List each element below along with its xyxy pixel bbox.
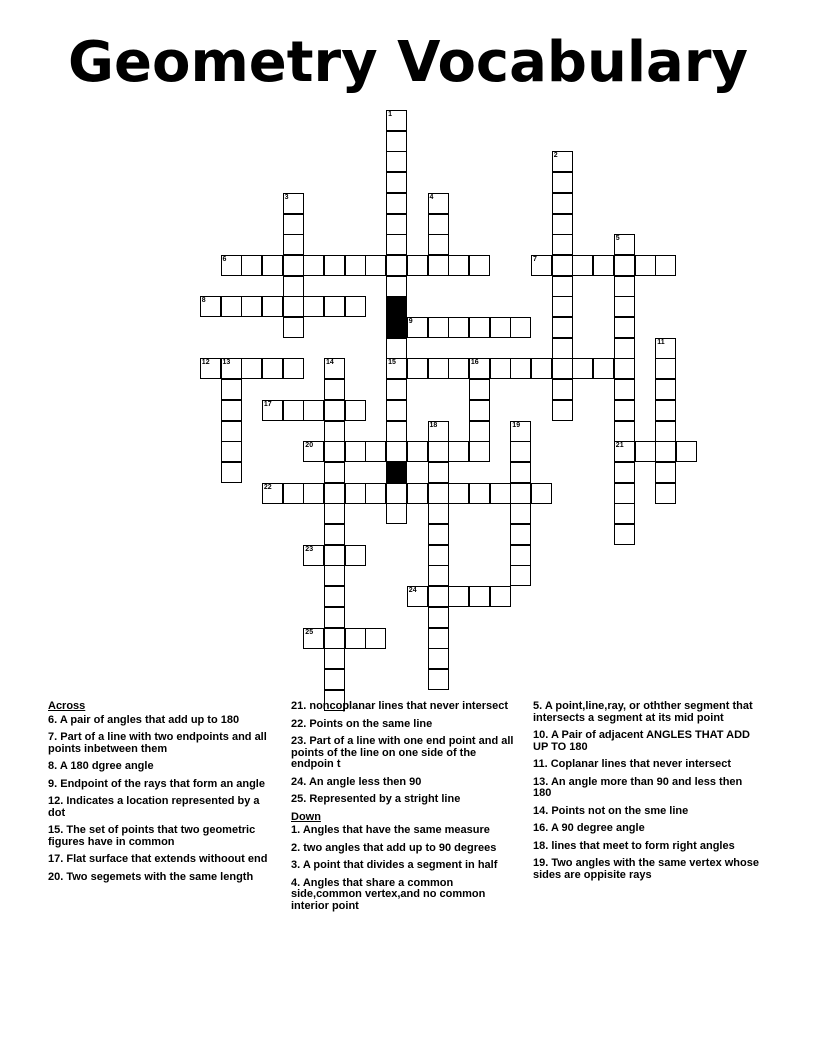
across-clue: 22. Points on the same line xyxy=(291,717,433,730)
grid-cell[interactable] xyxy=(303,545,324,566)
grid-cell[interactable] xyxy=(655,483,676,504)
grid-cell[interactable] xyxy=(552,276,573,297)
grid-cell[interactable] xyxy=(428,193,449,214)
grid-cell[interactable] xyxy=(510,358,531,379)
black-square xyxy=(386,462,407,483)
grid-cell[interactable] xyxy=(572,358,593,379)
grid-cell[interactable] xyxy=(324,586,345,607)
across-clue-list xyxy=(48,715,276,884)
grid-cell[interactable] xyxy=(614,483,635,504)
grid-cell[interactable] xyxy=(262,400,283,421)
grid-cell[interactable] xyxy=(324,400,345,421)
grid-cell[interactable] xyxy=(428,462,449,483)
grid-cell[interactable] xyxy=(655,358,676,379)
grid-cell[interactable] xyxy=(386,131,407,152)
grid-cell[interactable] xyxy=(614,338,635,359)
grid-cell[interactable] xyxy=(428,669,449,690)
grid-cell[interactable] xyxy=(428,441,449,462)
grid-cell[interactable] xyxy=(428,234,449,255)
clue-number: 8 xyxy=(201,297,206,305)
grid-cell[interactable] xyxy=(469,483,490,504)
grid-cell[interactable] xyxy=(407,441,428,462)
grid-cell[interactable] xyxy=(262,483,283,504)
across-clue: 7. Part of a line with two endpoints and all points inbetween them xyxy=(48,731,267,755)
grid-cell[interactable] xyxy=(428,648,449,669)
grid-cell[interactable] xyxy=(552,400,573,421)
grid-cell[interactable] xyxy=(324,441,345,462)
grid-cell[interactable] xyxy=(283,255,304,276)
down-clue: 13. An angle more than 90 and less then 180 xyxy=(533,775,743,799)
grid-cell[interactable] xyxy=(221,441,242,462)
grid-cell[interactable] xyxy=(386,503,407,524)
grid-cell[interactable] xyxy=(635,255,656,276)
grid-cell[interactable] xyxy=(635,441,656,462)
grid-cell[interactable] xyxy=(428,565,449,586)
grid-cell[interactable] xyxy=(655,379,676,400)
grid-cell[interactable] xyxy=(531,255,552,276)
grid-cell[interactable] xyxy=(386,234,407,255)
grid-cell[interactable] xyxy=(655,441,676,462)
down-clue: 11. Coplanar lines that never intersect xyxy=(533,758,732,770)
clue-number: 15 xyxy=(388,359,396,367)
grid-cell[interactable] xyxy=(221,379,242,400)
down-clue: 4. Angles that share a common side,common vertex,and no common interior point xyxy=(291,876,486,912)
grid-cell[interactable] xyxy=(303,441,324,462)
grid-cell[interactable] xyxy=(283,296,304,317)
grid-cell[interactable] xyxy=(614,317,635,338)
clue-number: 14 xyxy=(326,359,334,367)
grid-cell[interactable] xyxy=(614,524,635,545)
grid-cell[interactable] xyxy=(428,524,449,545)
across-clue: 20. Two segemets with the same length xyxy=(48,870,254,883)
clue-number: 11 xyxy=(657,338,665,346)
grid-cell[interactable] xyxy=(510,503,531,524)
grid-cell[interactable] xyxy=(552,151,573,172)
grid-cell[interactable] xyxy=(386,276,407,297)
down-heading: Down xyxy=(291,810,321,823)
grid-cell[interactable] xyxy=(386,151,407,172)
grid-cell[interactable] xyxy=(428,545,449,566)
grid-cell[interactable] xyxy=(324,628,345,649)
grid-cell[interactable] xyxy=(469,317,490,338)
grid-cell[interactable] xyxy=(448,483,469,504)
grid-cell[interactable] xyxy=(407,317,428,338)
grid-cell[interactable] xyxy=(241,255,262,276)
grid-cell[interactable] xyxy=(614,379,635,400)
grid-cell[interactable] xyxy=(655,462,676,483)
grid-cell[interactable] xyxy=(283,214,304,235)
down-clue-list-continued xyxy=(533,701,761,881)
grid-cell[interactable] xyxy=(324,255,345,276)
down-clue: 5. A point,line,ray, or othther segment that intersects a segment at its mid point xyxy=(533,700,753,724)
down-clue: 18. lines that meet to form right angles xyxy=(533,839,735,852)
clue-number: 4 xyxy=(429,193,434,201)
grid-cell[interactable] xyxy=(345,483,366,504)
clue-number: 9 xyxy=(408,318,413,325)
clue-number: 5 xyxy=(615,235,620,243)
grid-cell[interactable] xyxy=(324,607,345,628)
down-clue: 14. Points not on the sme line xyxy=(533,804,689,817)
grid-cell[interactable] xyxy=(324,503,345,524)
grid-cell[interactable] xyxy=(262,358,283,379)
grid-cell[interactable] xyxy=(676,441,697,462)
grid-cell[interactable] xyxy=(428,483,449,504)
grid-cell[interactable] xyxy=(221,462,242,483)
clue-number: 17 xyxy=(263,400,272,408)
grid-cell[interactable] xyxy=(345,296,366,317)
grid-cell[interactable] xyxy=(531,358,552,379)
grid-cell[interactable] xyxy=(324,669,345,690)
grid-cell[interactable] xyxy=(552,172,573,193)
clue-number: 16 xyxy=(470,359,479,367)
grid-cell[interactable] xyxy=(614,441,635,462)
across-clue: 9. Endpoint of the rays that form an angle xyxy=(48,777,265,790)
grid-cell[interactable] xyxy=(614,234,635,255)
grid-cell[interactable] xyxy=(614,276,635,297)
across-clue: 17. Flat surface that extends withoout end xyxy=(48,853,268,865)
grid-cell[interactable] xyxy=(324,524,345,545)
grid-cell[interactable] xyxy=(655,421,676,442)
grid-cell[interactable] xyxy=(283,193,304,214)
grid-cell[interactable] xyxy=(469,421,490,442)
across-clue-list-continued xyxy=(291,701,519,806)
grid-cell[interactable] xyxy=(510,317,531,338)
grid-cell[interactable] xyxy=(469,586,490,607)
across-clue: 6. A pair of angles that add up to 180 xyxy=(48,713,240,726)
grid-cell[interactable] xyxy=(324,358,345,379)
grid-cell[interactable] xyxy=(572,255,593,276)
grid-cell[interactable] xyxy=(365,483,386,504)
grid-cell[interactable] xyxy=(324,462,345,483)
grid-cell[interactable] xyxy=(262,296,283,317)
grid-cell[interactable] xyxy=(428,358,449,379)
grid-cell[interactable] xyxy=(614,400,635,421)
grid-cell[interactable] xyxy=(324,648,345,669)
grid-cell[interactable] xyxy=(469,358,490,379)
grid-cell[interactable] xyxy=(552,255,573,276)
grid-cell[interactable] xyxy=(324,421,345,442)
grid-cell[interactable] xyxy=(386,214,407,235)
clue-number: 18 xyxy=(429,421,438,429)
grid-cell[interactable] xyxy=(614,503,635,524)
down-clue: 2. two angles that add up to 90 degrees xyxy=(291,841,497,854)
grid-cell[interactable] xyxy=(510,524,531,545)
grid-cell[interactable] xyxy=(490,317,511,338)
clue-number: 2 xyxy=(553,152,558,160)
grid-cell[interactable] xyxy=(324,565,345,586)
grid-cell[interactable] xyxy=(448,317,469,338)
grid-cell[interactable] xyxy=(552,193,573,214)
clue-number: 23 xyxy=(305,545,314,553)
grid-cell[interactable] xyxy=(510,421,531,442)
grid-cell[interactable] xyxy=(283,276,304,297)
across-clue: 21. noncoplanar lines that never intersect xyxy=(291,700,509,712)
grid-cell[interactable] xyxy=(448,586,469,607)
grid-cell[interactable] xyxy=(655,255,676,276)
grid-cell[interactable] xyxy=(241,296,262,317)
clue-number: 21 xyxy=(615,442,624,450)
grid-cell[interactable] xyxy=(303,483,324,504)
clue-column-3 xyxy=(533,701,761,887)
clue-number: 13 xyxy=(222,359,231,367)
grid-cell[interactable] xyxy=(386,441,407,462)
grid-cell[interactable] xyxy=(221,358,242,379)
grid-cell[interactable] xyxy=(531,483,552,504)
grid-cell[interactable] xyxy=(221,400,242,421)
grid-cell[interactable] xyxy=(428,586,449,607)
clue-number: 19 xyxy=(512,421,521,429)
grid-cell[interactable] xyxy=(283,317,304,338)
grid-cell[interactable] xyxy=(221,296,242,317)
grid-cell[interactable] xyxy=(386,110,407,131)
down-clue: 16. A 90 degree angle xyxy=(533,822,645,834)
down-clue: 19. Two angles with the same vertex whose sides are oppisite rays xyxy=(533,857,759,881)
across-clue: 15. The set of points that two geometric figures have in common xyxy=(48,824,256,848)
grid-cell[interactable] xyxy=(428,214,449,235)
grid-cell[interactable] xyxy=(303,400,324,421)
clue-column-2 xyxy=(291,701,519,918)
grid-cell[interactable] xyxy=(614,462,635,483)
grid-cell[interactable] xyxy=(614,421,635,442)
down-clue: 1. Angles that have the same measure xyxy=(291,824,490,836)
grid-cell[interactable] xyxy=(552,296,573,317)
grid-cell[interactable] xyxy=(283,358,304,379)
grid-cell[interactable] xyxy=(407,483,428,504)
grid-cell[interactable] xyxy=(200,358,221,379)
grid-cell[interactable] xyxy=(303,628,324,649)
grid-cell[interactable] xyxy=(552,317,573,338)
grid-cell[interactable] xyxy=(490,483,511,504)
clue-number: 7 xyxy=(533,255,537,263)
grid-cell[interactable] xyxy=(655,338,676,359)
across-clue: 25. Represented by a stright line xyxy=(291,793,461,805)
grid-cell[interactable] xyxy=(324,483,345,504)
grid-cell[interactable] xyxy=(345,628,366,649)
grid-cell[interactable] xyxy=(448,441,469,462)
grid-cell[interactable] xyxy=(345,400,366,421)
grid-cell[interactable] xyxy=(614,255,635,276)
grid-cell[interactable] xyxy=(593,255,614,276)
clue-number: 22 xyxy=(263,483,272,491)
grid-cell[interactable] xyxy=(428,317,449,338)
grid-cell[interactable] xyxy=(510,545,531,566)
grid-cell[interactable] xyxy=(283,400,304,421)
grid-cell[interactable] xyxy=(241,358,262,379)
grid-cell[interactable] xyxy=(345,545,366,566)
black-square xyxy=(386,317,407,338)
grid-cell[interactable] xyxy=(428,421,449,442)
black-square xyxy=(386,296,407,317)
down-clue: 10. A Pair of adjacent ANGLES THAT ADD UP TO 180 xyxy=(533,729,750,753)
across-clue: 23. Part of a line with one end point and all points of the line on one side of the endpoin t xyxy=(291,735,514,770)
grid-cell[interactable] xyxy=(428,255,449,276)
grid-cell[interactable] xyxy=(407,358,428,379)
clue-number: 24 xyxy=(408,587,417,595)
grid-cell[interactable] xyxy=(386,193,407,214)
grid-cell[interactable] xyxy=(469,379,490,400)
grid-cell[interactable] xyxy=(448,255,469,276)
grid-cell[interactable] xyxy=(469,255,490,276)
grid-cell[interactable] xyxy=(469,400,490,421)
grid-cell[interactable] xyxy=(365,441,386,462)
grid-cell[interactable] xyxy=(386,421,407,442)
across-clue: 12. Indicates a location represented by a dot xyxy=(48,795,260,819)
grid-cell[interactable] xyxy=(407,255,428,276)
grid-cell[interactable] xyxy=(490,358,511,379)
clue-number: 6 xyxy=(222,255,227,263)
grid-cell[interactable] xyxy=(262,255,283,276)
grid-cell[interactable] xyxy=(283,483,304,504)
grid-cell[interactable] xyxy=(221,421,242,442)
across-heading: Across xyxy=(48,700,86,712)
grid-cell[interactable] xyxy=(386,379,407,400)
grid-cell[interactable] xyxy=(303,296,324,317)
grid-cell[interactable] xyxy=(386,483,407,504)
grid-cell[interactable] xyxy=(386,338,407,359)
grid-cell[interactable] xyxy=(655,400,676,421)
grid-cell[interactable] xyxy=(386,255,407,276)
grid-cell[interactable] xyxy=(303,255,324,276)
puzzle-title: Geometry Vocabulary xyxy=(68,30,748,95)
grid-cell[interactable] xyxy=(324,545,345,566)
grid-cell[interactable] xyxy=(614,296,635,317)
grid-cell[interactable] xyxy=(386,358,407,379)
grid-cell[interactable] xyxy=(552,358,573,379)
clue-number: 12 xyxy=(201,359,210,367)
grid-cell[interactable] xyxy=(428,607,449,628)
grid-cell[interactable] xyxy=(614,358,635,379)
grid-cell[interactable] xyxy=(428,503,449,524)
grid-cell[interactable] xyxy=(221,255,242,276)
grid-cell[interactable] xyxy=(386,400,407,421)
grid-cell[interactable] xyxy=(428,628,449,649)
clue-number: 20 xyxy=(305,442,314,450)
grid-cell[interactable] xyxy=(552,379,573,400)
grid-cell[interactable] xyxy=(365,628,386,649)
grid-cell[interactable] xyxy=(345,441,366,462)
grid-cell[interactable] xyxy=(324,379,345,400)
grid-cell[interactable] xyxy=(283,234,304,255)
clue-number: 25 xyxy=(305,628,314,636)
down-clue: 3. A point that divides a segment in half xyxy=(291,859,498,871)
grid-cell[interactable] xyxy=(490,586,511,607)
grid-cell[interactable] xyxy=(593,358,614,379)
grid-cell[interactable] xyxy=(510,441,531,462)
clue-number: 1 xyxy=(388,111,392,118)
grid-cell[interactable] xyxy=(200,296,221,317)
down-clue-list xyxy=(291,825,519,912)
grid-cell[interactable] xyxy=(407,586,428,607)
across-clue: 8. A 180 dgree angle xyxy=(48,760,154,772)
grid-cell[interactable] xyxy=(510,565,531,586)
grid-cell[interactable] xyxy=(469,441,490,462)
grid-cell[interactable] xyxy=(510,462,531,483)
clue-number: 3 xyxy=(284,193,289,201)
grid-cell[interactable] xyxy=(386,172,407,193)
grid-cell[interactable] xyxy=(324,296,345,317)
grid-cell[interactable] xyxy=(510,483,531,504)
grid-cell[interactable] xyxy=(365,255,386,276)
grid-cell[interactable] xyxy=(552,338,573,359)
grid-cell[interactable] xyxy=(448,358,469,379)
grid-cell[interactable] xyxy=(552,234,573,255)
across-clue: 24. An angle less then 90 xyxy=(291,775,422,788)
clue-column-1 xyxy=(48,701,276,889)
grid-cell[interactable] xyxy=(345,255,366,276)
grid-cell[interactable] xyxy=(552,214,573,235)
